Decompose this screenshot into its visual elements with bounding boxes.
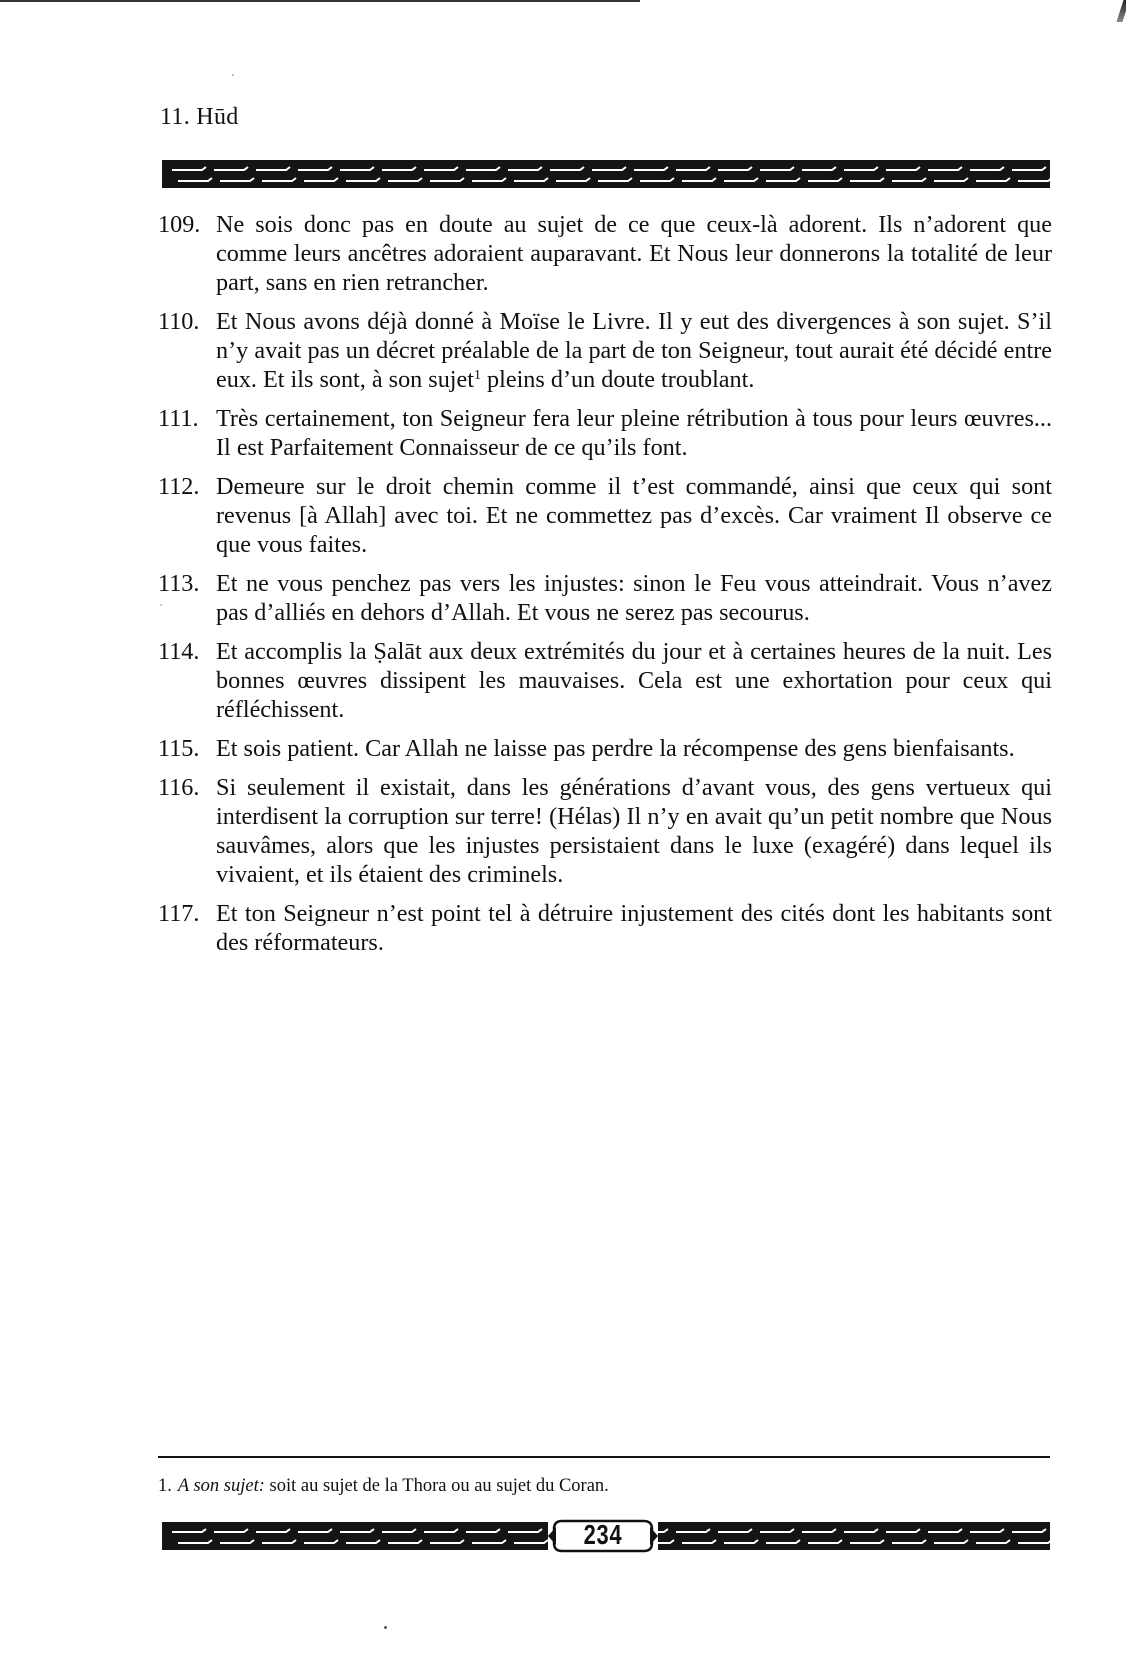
band-dash [508, 167, 542, 170]
page-number-badge [548, 1515, 658, 1557]
band-dash [760, 1529, 794, 1532]
band-dash [892, 178, 926, 181]
band-dash [850, 1540, 884, 1543]
top-band-pattern [162, 160, 1050, 188]
band-dash [676, 1529, 710, 1532]
verse-text-part: pleins d’un doute troublant. [480, 366, 755, 393]
verse-number: 115. [158, 735, 200, 762]
verse-text-part: Et Nous avons déjà donné à Moïse le Livre. Il y eut des divergences à son sujet. S’il n’y avait pas un décret préalable de la part de ton Seigneur, tout aurait été décidé entre eux. Et ils sont, à son sujet [216, 308, 1052, 393]
verse-117 [158, 899, 1052, 957]
band-dash [724, 178, 758, 181]
verse-text: Demeure sur le droit chemin comme il t’est commandé, ainsi que ceux qui sont revenus [à Allah] avec toi. Et ne commettez pas d’excès. Car vraiment Il observe ce que vous faites. [216, 473, 1052, 558]
band-dash [346, 178, 380, 181]
band-dash [886, 167, 920, 170]
top-ornamental-band [162, 160, 1050, 188]
verse-112 [158, 472, 1052, 559]
band-dash [634, 167, 668, 170]
band-dash [550, 167, 584, 170]
band-dash [766, 178, 800, 181]
band-dash [340, 167, 374, 170]
band-dash [382, 1529, 416, 1532]
footnote-marker: 1 [473, 368, 481, 383]
band-dash [802, 1529, 836, 1532]
band-dash [1012, 167, 1046, 170]
page-number: 234 [583, 1519, 623, 1550]
band-dash [298, 1529, 332, 1532]
verse-111 [158, 404, 1052, 462]
band-dash [424, 167, 458, 170]
footnote-label: A son sujet: [177, 1476, 265, 1496]
top-band-dashes [172, 167, 1050, 181]
verse-number: 113. [158, 570, 200, 597]
band-dash [844, 1529, 878, 1532]
band-dash [514, 1540, 548, 1543]
band-dash [598, 178, 632, 181]
verse-text: Si seulement il existait, dans les générations d’avant vous, des gens vertueux qui interdisent la corruption sur terre! (Hélas) Il n’y en avait qu’un petit nombre que Nous sauvâmes, alors que les injustes persistaient dans le luxe (exagéré) dans lequel ils vivaient, et ils étaient des criminels. [216, 774, 1052, 888]
band-dash [844, 167, 878, 170]
band-dash [256, 167, 290, 170]
band-dash [760, 167, 794, 170]
verse-114 [158, 637, 1052, 724]
badge-right-point [650, 1527, 658, 1545]
band-dash [304, 178, 338, 181]
band-dash [1018, 178, 1050, 181]
band-dash [430, 178, 464, 181]
verse-text: Et ne vous penchez pas vers les injustes: sinon le Feu vous atteindrait. Vous n’avez pas d’alliés en dehors d’Allah. Et vous ne serez pas secourus. [216, 570, 1052, 626]
band-dash [718, 167, 752, 170]
band-dash [346, 1540, 380, 1543]
band-dash [388, 178, 422, 181]
verse-number: 114. [158, 638, 200, 665]
band-dash [214, 167, 248, 170]
footnote-divider [158, 1456, 1050, 1458]
footnote [158, 1474, 1050, 1498]
band-dash [850, 178, 884, 181]
verse-number: 116. [158, 774, 200, 801]
band-dash [886, 1529, 920, 1532]
band-dash [556, 178, 590, 181]
verse-text: Et accomplis la Ṣalāt aux deux extrémités du jour et à certaines heures de la nuit. Les bonnes œuvres dissipent les mauvaises. Cela est une exhortation pour ceux qui réfléchissent. [216, 638, 1052, 723]
band-dash [220, 1540, 254, 1543]
band-dash [1012, 1529, 1046, 1532]
verse-text: Ne sois donc pas en doute au sujet de ce que ceux-là adorent. Ils n’adorent que comme leurs ancêtres adoraient auparavant. Et Nous leur donnerons la totalité de leur part, sans en rien retrancher. [216, 211, 1052, 296]
band-dash [340, 1529, 374, 1532]
band-dash [892, 1540, 926, 1543]
chapter-header: 11. Hūd [160, 104, 239, 130]
band-dash [172, 1529, 206, 1532]
band-dash [640, 178, 674, 181]
verse-number: 110. [158, 308, 200, 335]
band-dash [472, 1540, 506, 1543]
band-dash [508, 1529, 542, 1532]
band-dash [382, 167, 416, 170]
scan-edge-line [0, 0, 640, 2]
verse-text: Et sois patient. Car Allah ne laisse pas perdre la récompense des gens bienfaisants. [216, 735, 1015, 762]
band-dash [808, 178, 842, 181]
band-dash [976, 178, 1010, 181]
verse-115 [158, 734, 1052, 763]
band-dash [514, 178, 548, 181]
band-dash [928, 167, 962, 170]
scan-speck [160, 604, 162, 606]
band-dash [262, 1540, 296, 1543]
footnote-number: 1. [158, 1476, 172, 1496]
band-dash [178, 1540, 212, 1543]
band-dash [466, 167, 500, 170]
band-dash [304, 1540, 338, 1543]
verse-110 [158, 307, 1052, 394]
verse-number: 111. [158, 405, 199, 432]
verse-number: 112. [158, 473, 200, 500]
band-dash [682, 1540, 716, 1543]
band-dash [1018, 1540, 1050, 1543]
band-dash [718, 1529, 752, 1532]
band-dash [934, 1540, 968, 1543]
band-dash [934, 178, 968, 181]
band-dash [928, 1529, 962, 1532]
verse-number: 117. [158, 900, 200, 927]
band-dash [256, 1529, 290, 1532]
band-dash [766, 1540, 800, 1543]
band-dash [976, 1540, 1010, 1543]
verse-text [216, 307, 1052, 394]
footnote-text: soit au sujet de la Thora ou au sujet du Coran. [264, 1476, 609, 1496]
band-dash [178, 178, 212, 181]
band-dash [808, 1540, 842, 1543]
verse-116 [158, 773, 1052, 889]
band-dash [724, 1540, 758, 1543]
band-dash [472, 178, 506, 181]
band-dash [466, 1529, 500, 1532]
verse-text: Et ton Seigneur n’est point tel à détruire injustement des cités dont les habitants sont des réformateurs. [216, 900, 1052, 956]
band-dash [220, 178, 254, 181]
band-dash [214, 1529, 248, 1532]
scan-speck [232, 74, 234, 76]
band-dash [424, 1529, 458, 1532]
band-dash [970, 167, 1004, 170]
verse-113 [158, 569, 1052, 627]
band-dash [430, 1540, 464, 1543]
band-dash [592, 167, 626, 170]
verse-list [158, 210, 1052, 967]
band-dash [676, 167, 710, 170]
band-dash [298, 167, 332, 170]
band-dash [970, 1529, 1004, 1532]
scan-corner-mark [1116, 0, 1126, 22]
badge-left-point [548, 1527, 556, 1545]
verse-number: 109. [158, 211, 201, 238]
band-dash [682, 178, 716, 181]
band-dash [172, 167, 206, 170]
verse-text: Très certainement, ton Seigneur fera leur pleine rétribution à tous pour leurs œuvres... Il est Parfaitement Connaisseur de ce qu’ils font. [216, 405, 1052, 461]
scan-speck [384, 1626, 387, 1629]
verse-109 [158, 210, 1052, 297]
band-dash [262, 178, 296, 181]
band-dash [802, 167, 836, 170]
band-dash [388, 1540, 422, 1543]
